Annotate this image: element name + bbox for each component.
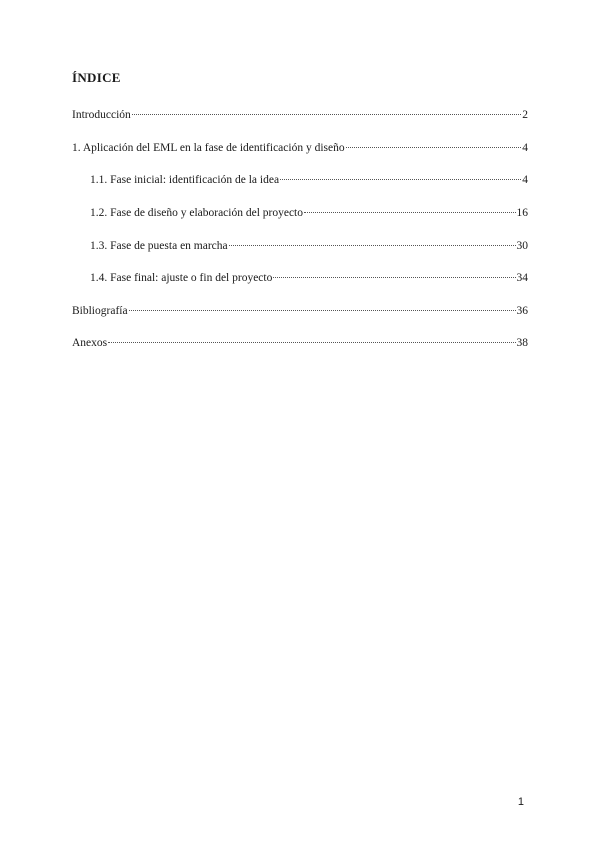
toc-entry-page: 36 — [516, 305, 528, 317]
dot-leader — [273, 276, 515, 278]
toc-entry-bibliografia[interactable] — [72, 304, 528, 318]
dot-leader — [346, 146, 522, 148]
toc-entry-label: 1. Aplicación del EML en la fase de identificación y diseño — [72, 142, 345, 154]
dot-leader — [229, 244, 516, 246]
toc-entry-label: 1.2. Fase de diseño y elaboración del proyecto — [90, 207, 304, 219]
dot-leader — [280, 178, 521, 180]
toc-entry-label: Bibliografía — [72, 305, 128, 317]
toc-entry-label: 1.3. Fase de puesta en marcha — [90, 240, 228, 252]
toc-entry-page: 30 — [516, 240, 528, 252]
dot-leader — [108, 341, 515, 343]
toc-entry-page: 16 — [516, 207, 528, 219]
toc-entry-section-1-3[interactable] — [90, 239, 528, 253]
toc-entry-section-1-2[interactable] — [90, 206, 528, 220]
toc-title: ÍNDICE — [72, 70, 121, 85]
toc-entry-page: 4 — [522, 142, 528, 154]
toc-entry-label: Anexos — [72, 337, 108, 349]
toc-entry-page: 34 — [516, 272, 528, 284]
toc-entry-label: 1.4. Fase final: ajuste o fin del proyecto — [90, 272, 273, 284]
toc-entry-section-1-4[interactable] — [90, 271, 528, 285]
toc-entry-anexos[interactable] — [72, 336, 528, 350]
dot-leader — [132, 113, 521, 115]
toc-entry-chapter-1[interactable] — [72, 141, 528, 155]
page-number: 1 — [517, 796, 524, 808]
toc-entry-introduccion[interactable] — [72, 108, 528, 122]
toc-entry-page: 4 — [522, 174, 528, 186]
toc-entry-label: 1.1. Fase inicial: identificación de la idea — [90, 174, 280, 186]
toc-entry-section-1-1[interactable] — [90, 173, 528, 187]
toc-entry-label: Introducción — [72, 109, 131, 121]
toc-entry-page: 2 — [522, 109, 528, 121]
toc-entry-page: 38 — [516, 337, 528, 349]
dot-leader — [129, 309, 516, 311]
dot-leader — [304, 211, 515, 213]
